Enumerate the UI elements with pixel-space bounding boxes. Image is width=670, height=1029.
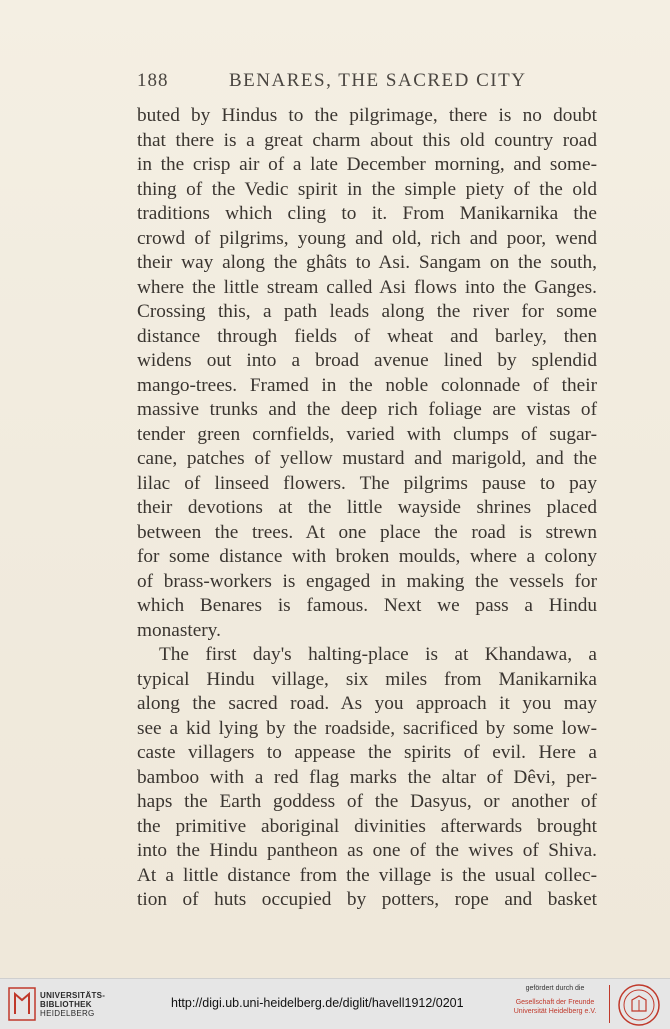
text-line: for some distance with broken moulds, where a colony (137, 546, 597, 567)
text-line: of brass-workers is engaged in making the vessels for (137, 570, 597, 592)
library-logo-icon (8, 987, 36, 1021)
text-line: mango-trees. Framed in the noble colonnade of their (137, 374, 597, 396)
funding-credit (506, 985, 604, 1016)
text-line: typical Hindu village, six miles from Manikarnika (137, 668, 597, 690)
text-line: bamboo with a red flag marks the altar of Dêvi, per- (137, 766, 597, 788)
text-line: thing of the Vedic spirit in the simple piety of the old (137, 178, 597, 200)
text-line: along the sacred road. As you approach it you may (137, 693, 597, 714)
text-line: The first day's halting-place is at Khandawa, a (159, 644, 597, 665)
text-line: distance through fields of wheat and barley, then (137, 325, 597, 347)
funder-line2: Universität Heidelberg e.V. (513, 1008, 597, 1015)
text-line: between the trees. At one place the road is strewn (137, 521, 597, 543)
running-title: BENARES, THE SACRED CITY (229, 70, 527, 91)
text-line: into the Hindu pantheon as one of the wives of Shiva. (137, 840, 597, 861)
text-line: which Benares is famous. Next we pass a Hindu (137, 595, 597, 616)
text-line: their way along the ghâts to Asi. Sangam on the south, (137, 252, 597, 273)
text-line: where the little stream called Asi flows into the Ganges. (137, 276, 597, 298)
text-line: At a little distance from the village is the usual collec- (137, 864, 597, 886)
text-line: see a kid lying by the roadside, sacrificed by some low- (137, 717, 597, 739)
text-line: lilac of linseed flowers. The pilgrims pause to pay (137, 472, 597, 494)
text-line: cane, patches of yellow mustard and marigold, and the (137, 448, 597, 469)
library-name-line3: HEIDELBERG (40, 1009, 95, 1018)
text-line: their devotions at the little wayside shrines placed (137, 497, 597, 518)
permalink-url[interactable]: http://digi.ub.uni-heidelberg.de/diglit/havell1912/0201 (171, 996, 464, 1010)
page-number: 188 (137, 70, 169, 91)
funded-label: gefördert durch die (525, 985, 585, 992)
text-line: caste villagers to appease the spirits of evil. Here a (137, 742, 597, 763)
text-line: Crossing this, a path leads along the river for some (137, 301, 597, 322)
library-name-line1: UNIVERSITÄTS- (40, 991, 106, 1000)
funder-line1: Gesellschaft der Freunde (515, 999, 595, 1006)
text-line: buted by Hindus to the pilgrimage, there is no doubt (137, 105, 597, 126)
text-line: tender green cornfields, varied with clumps of sugar- (137, 423, 597, 445)
text-line: widens out into a broad avenue lined by splendid (137, 350, 597, 371)
text-line: tion of huts occupied by potters, rope and basket (137, 889, 597, 910)
library-name-line2: BIBLIOTHEK (40, 1000, 92, 1009)
text-line: crowd of pilgrims, young and old, rich and poor, wend (137, 227, 597, 249)
library-name (40, 991, 105, 1018)
text-line: traditions which cling to it. From Manikarnika the (137, 203, 597, 224)
university-seal-icon (617, 983, 661, 1027)
text-line: monastery. (137, 619, 221, 641)
text-line: massive trunks and the deep rich foliage are vistas of (137, 399, 597, 420)
text-line: the primitive aboriginal divinities afterwards brought (137, 815, 597, 837)
body-text (137, 104, 597, 913)
text-line: in the crisp air of a late December morning, and some- (137, 154, 597, 175)
text-line: haps the Earth goddess of the Dasyus, or another of (137, 791, 597, 812)
footer-divider (609, 985, 610, 1023)
text-line: that there is a great charm about this old country road (137, 129, 597, 151)
library-footer (0, 978, 670, 1029)
